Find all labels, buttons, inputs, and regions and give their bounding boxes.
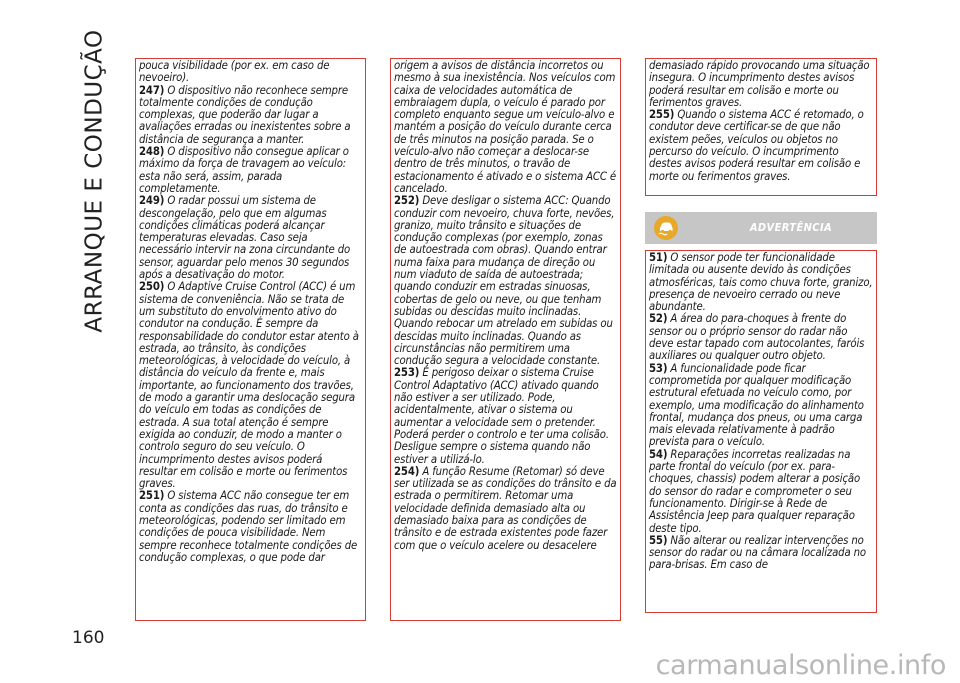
warning-notes [645,250,877,613]
note-number: 252) [394,194,420,208]
note-paragraph [649,313,873,362]
note-number: 254) [394,464,420,478]
note-number: 248) [139,145,165,159]
note-number: 251) [139,489,165,503]
note-paragraph [649,535,873,572]
section-title [72,29,118,333]
note-text: O sensor pode ter funcionalidade limitada ou ausente devido às condições atmosféricas, tais como chuva forte, granizo, presença de nevoeiro cerrado ou neve abundante. [649,251,873,314]
note-text: Quando o sistema ACC é retomado, o condutor deve certificar-se de que não existem peões, veículos ou objetos no percurso do veículo. O incumprimento destes avisos poderá resultar em colisão e morte ou ferimentos graves. [649,108,864,183]
note-paragraph [649,449,873,535]
note-number: 51) [649,251,668,264]
note-text: A área do para-choques à frente do sensor ou o próprio sensor do radar não deve estar tapado com autocolantes, faróis auxiliares ou qualquer outro objeto. [649,312,865,363]
column-1-notes [135,58,366,621]
note-paragraph [139,195,362,281]
note-text: O radar possui um sistema de descongelação, pelo que em algumas condições climáticas poderá alcançar temperaturas elevadas. Caso seja necessário intervir na zona circundante do sensor, aguardar pelo menos 30 segundos após a desativação do motor. [139,194,351,282]
note-paragraph [649,109,873,183]
page-number: 160 [72,628,105,648]
note-paragraph [139,146,362,195]
note-paragraph [649,363,873,449]
car-skid-icon [654,216,678,240]
section-title-text: ARRANQUE E CONDUÇÃO [82,29,109,333]
note-text: Deve desligar o sistema ACC: Quando conduzir com nevoeiro, chuva forte, nevões, granizo, muito trânsito e situações de condução complexas (por exemplo, zonas de autoestrada com obras). Quando entrar numa faixa para mudança de direção ou num viaduto de saída de autoestrada; quando conduzir em estradas sinuosas, cobertas de gelo ou neve, ou que tenham subidas ou descidas muito inclinadas. Quando rebocar um atrelado em subidas ou descidas muito inclinadas. Quando as circunstâncias não permitirem uma condução segura a velocidade constante. [394,194,615,368]
note-text: O dispositivo não reconhece sempre totalmente condições de condução complexas, que poderão dar lugar a avaliações erradas ou inexistentes sobre a distância de segurança a manter. [139,83,351,146]
note-paragraph [649,60,873,109]
note-paragraph [394,60,617,195]
watermark: carmanualsonline.info [655,650,946,681]
note-text: O sistema ACC não consegue ter em conta as condições das ruas, do trânsito e meteorológicas, podendo ser limitado em condições de pouca visibilidade. Nem sempre reconhece totalmente condições de condução complexas, o que pode dar [139,489,358,564]
note-paragraph [649,252,873,313]
note-number: 255) [649,108,675,122]
note-text: origem a avisos de distância incorretos ou mesmo à sua inexistência. Nos veículos com caixa de velocidades automática de embraiagem dupla, o veículo é parado por completo enquanto segue um veículo-alvo e mantém a posição do veículo durante cerca de três minutos na posição parada. Se o veículo-alvo não começar a deslocar-se dentro de três minutos, o travão de estacionamento é ativado e o sistema ACC é cancelado. [394,59,617,195]
note-text: Não alterar ou realizar intervenções no sensor do radar ou na câmara localizada no para-brisas. Em caso de [649,533,866,572]
note-number: 250) [139,280,165,294]
note-text: O dispositivo não consegue aplicar o máximo da força de travagem ao veículo: esta não será, assim, parada completamente. [139,145,349,195]
note-paragraph [394,466,617,552]
note-paragraph [139,85,362,146]
warning-label: ADVERTÊNCIA [749,221,833,234]
note-paragraph [139,60,362,85]
note-number: 249) [139,194,165,208]
note-number: 55) [649,533,668,547]
column-3-notes [645,58,877,196]
note-text: demasiado rápido provocando uma situação insegura. O incumprimento destes avisos poderá resultar em colisão e morte ou ferimentos graves. [649,59,870,109]
note-paragraph [139,281,362,490]
note-text: É perigoso deixar o sistema Cruise Control Adaptativo (ACC) ativado quando não estiver a ser utilizado. Pode, acidentalmente, ativar o sistema ou aumentar a velocidade sem o pretender. Poderá perder o controlo e ter uma colisão. Desligue sempre o sistema quando não estiver a utilizá-lo. [394,366,609,466]
note-paragraph [394,195,617,367]
warning-header [645,212,877,244]
note-number: 52) [649,312,668,326]
note-text: A função Resume (Retomar) só deve ser utilizada se as condições do trânsito e da estrada o permitirem. Retomar uma velocidade definida demasiado alta ou demasiado baixa para as condições de trânsito e de estrada existentes pode fazer com que o veículo acelere ou desacelere [394,464,617,552]
note-text: A funcionalidade pode ficar comprometida por qualquer modificação estrutural efetuada no veículo como, por exemplo, uma modificação do alinhamento frontal, mudança dos pneus, ou uma carga mais elevada relativamente à padrão prevista para o veículo. [649,361,864,449]
note-number: 53) [649,361,668,375]
column-2-notes [390,58,621,621]
note-number: 253) [394,366,420,380]
note-paragraph [394,367,617,465]
note-text: Reparações incorretas realizadas na parte frontal do veículo (por ex. para-choques, chassis) podem alterar a posição do sensor do radar e comprometer o seu funcionamento. Dirigir-se à Rede de Assistência Jeep para qualquer reparação deste tipo. [649,447,861,535]
note-text: pouca visibilidade (por ex. em caso de nevoeiro). [139,59,330,85]
note-number: 247) [139,83,165,97]
note-number: 54) [649,447,668,461]
note-text: O Adaptive Cruise Control (ACC) é um sistema de conveniência. Não se trata de um substituto do envolvimento ativo do condutor na condução. É sempre da responsabilidade do condutor estar atento à estrada, ao trânsito, às condições meteorológicas, à velocidade do veículo, à distância do veículo da frente e, mais importante, ao funcionamento dos travões, de modo a garantir uma deslocação segura do veículo em todas as condições de estrada. A sua total atenção é sempre exigida ao conduzir, de modo a manter o controlo seguro do seu veículo. O incumprimento destes avisos poderá resultar em colisão e morte ou ferimentos graves. [139,280,359,491]
note-paragraph [139,490,362,564]
